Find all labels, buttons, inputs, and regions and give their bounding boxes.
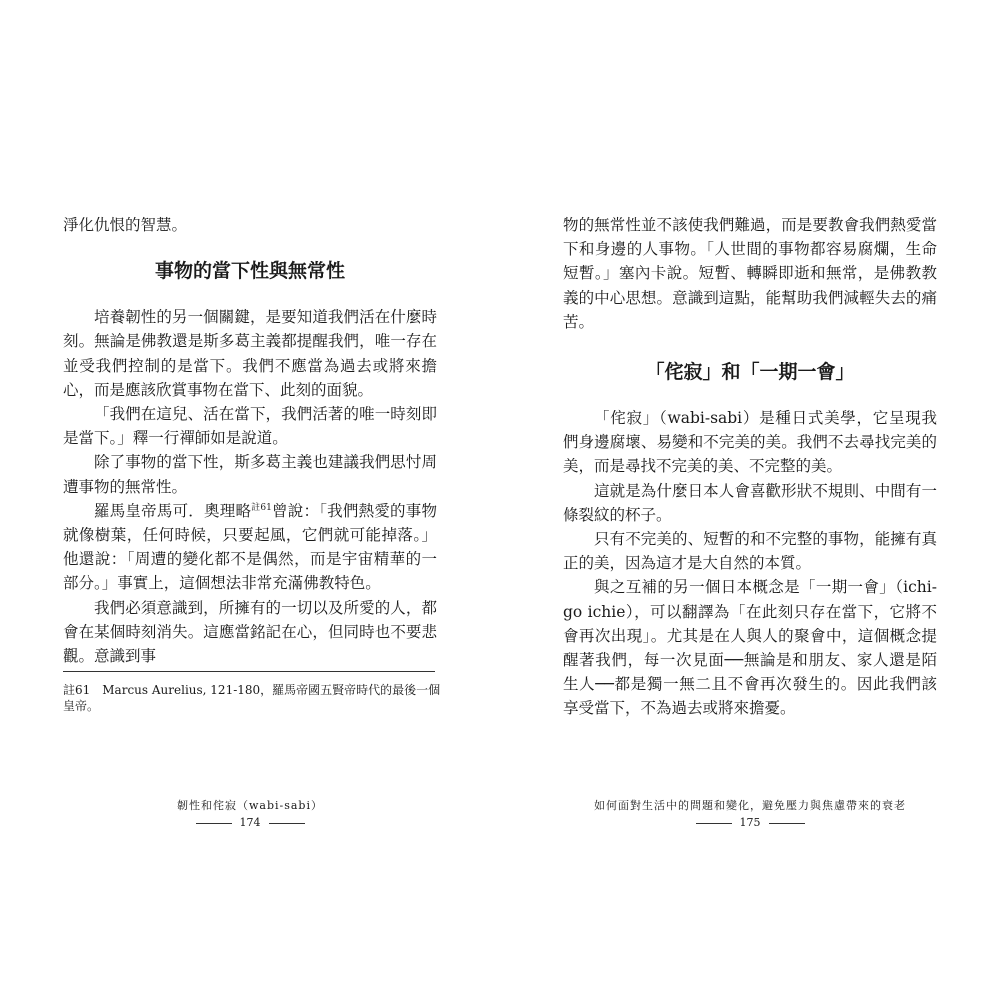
left-lead-line: 淨化仇恨的智慧。 [63,216,188,234]
left-section-heading: 事物的當下性與無常性 [154,260,345,283]
left-paragraph-5: 我們必須意識到，所擁有的一切以及所愛的人，都會在某個時刻消失。這應當銘記在心，但同時也不要悲觀。意識到事 [63,598,437,666]
left-paragraph-4-end: 曾說：「我們熱愛的事物就像樹葉，任何時候，只要起風，它們就可能掉落。」他還說：「周遭的變化都不是偶然，而是宇宙精華的一部分。」事實上，這個想法非常充滿佛教特色。 [63,501,437,593]
left-paragraph-1: 培養韌性的另一個關鍵，是要知道我們活在什麼時刻。無論是佛教還是斯多葛主義都提醒我們，唯一存在並受我們控制的是當下。我們不應當為過去或將來擔心，而是應該欣賞事物在當下、此刻的面貌。 [63,308,437,399]
page-number-dash [769,823,805,824]
right-body-text [563,213,937,721]
right-page-number-row [500,816,1000,830]
right-running-footer: 如何面對生活中的問題和變化，避免壓力與焦慮帶來的衰老 [594,799,906,812]
left-running-footer: 韌性和侘寂（wabi-sabi） [176,799,323,812]
right-paragraph-1: 「侘寂」（wabi-sabi）是種日式美學，它呈現我們身邊腐壞、易變和不完美的美。我們不去尋找完美的美，而是尋找不完美的美、不完整的美。 [563,409,937,476]
right-section-heading: 「侘寂」和「一期一會」 [645,361,855,384]
left-paragraph-4-start: 羅馬皇帝馬可．奧理略 [94,501,252,520]
footnote-marker[interactable]: 註61 [251,502,272,513]
left-paragraph-3: 除了事物的當下性，斯多葛主義也建議我們思忖周遭事物的無常性。 [63,453,437,496]
right-paragraph-4: 與之互補的另一個日本概念是「一期一會」（ichi-go ichie），可以翻譯為「在此刻只存在當下，它將不會再次出現」。尤其是在人與人的聚會中，這個概念提醒著我們，每一次見面──無論是和朋友、家人還是陌生人──都是獨一無二且不會再次發生的。因此我們該享受當下，不為過去或將來擔憂。 [563,578,937,718]
right-lead-paragraph: 物的無常性並不該使我們難過，而是要教會我們熱愛當下和身邊的人事物。「人世間的事物都容易腐爛，生命短暫。」塞內卡說。短暫、轉瞬即逝和無常，是佛教教義的中心思想。意識到這點，能幫助我們減輕失去的痛苦。 [563,216,937,331]
footnote-text: 註61 Marcus Aurelius, 121-180，羅馬帝國五賢帝時代的最後一個皇帝。 [63,683,441,713]
left-page-number: 174 [239,816,261,829]
right-page [500,0,1000,1000]
footnote-divider [63,671,435,672]
left-paragraph-4 [63,499,437,596]
page-number-dash [269,823,305,824]
right-paragraph-2: 這就是為什麼日本人會喜歡形狀不規則、中間有一條裂紋的杯子。 [563,481,937,524]
right-page-number: 175 [739,816,761,829]
page-number-dash [196,823,232,824]
left-body-text [63,213,437,668]
right-paragraph-3: 只有不完美的、短暫的和不完整的事物，能擁有真正的美，因為這才是大自然的本質。 [563,530,937,573]
page-number-dash [696,823,732,824]
left-page-number-row [0,816,500,830]
left-paragraph-2: 「我們在這兒、活在當下，我們活著的唯一時刻即是當下。」釋一行禪師如是說道。 [63,405,437,448]
